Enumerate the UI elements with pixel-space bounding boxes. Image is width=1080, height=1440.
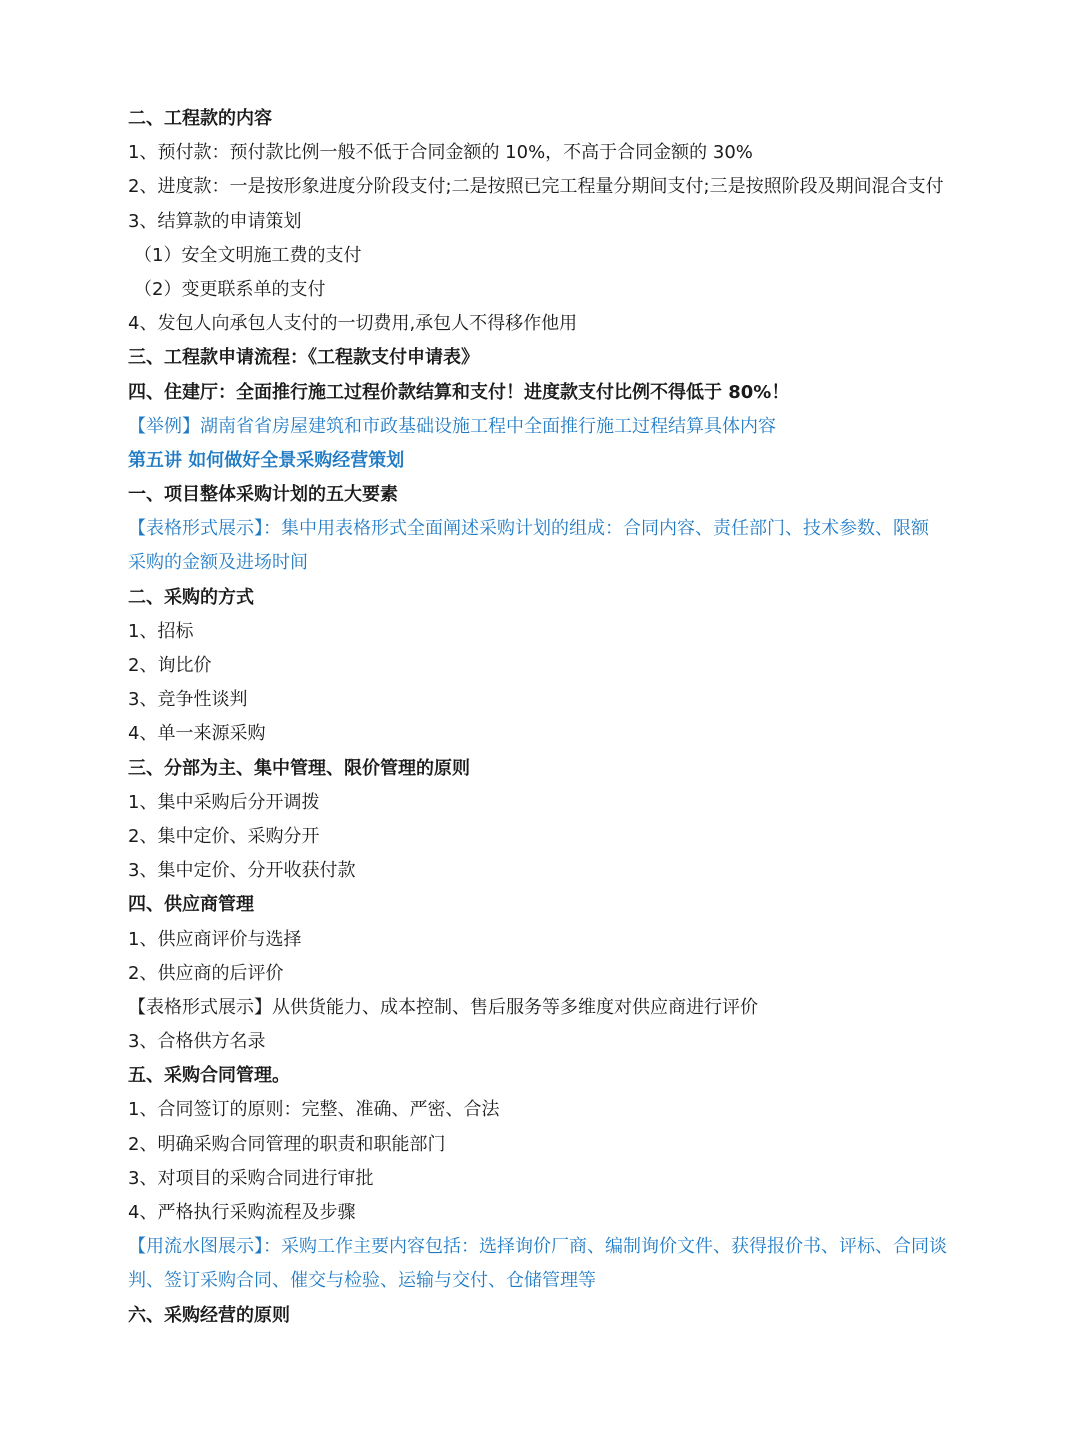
list-item-negotiation: 3、竞争性谈判 <box>128 689 248 711</box>
section-heading-procurement-principles: 六、采购经营的原则 <box>128 1304 290 1326</box>
section-heading-contract-management: 五、采购合同管理。 <box>128 1065 290 1087</box>
list-item-central-pricing: 2、集中定价、采购分开 <box>128 825 320 847</box>
flowchart-note-1: 【用流水图展示】：采购工作主要内容包括：选择询价厂商、编制询价文件、获得报价书、评标、合同谈 <box>128 1236 947 1258</box>
example-note-hunan: 【举例】湖南省省房屋建筑和市政基础设施工程中全面推行施工过程结算具体内容 <box>128 415 776 437</box>
section-heading-five-elements: 一、项目整体采购计划的五大要素 <box>128 484 398 506</box>
list-item-contract-responsibility: 2、明确采购合同管理的职责和职能部门 <box>128 1133 446 1155</box>
list-item-progress-payment: 2、进度款：一是按形象进度分阶段支付;二是按照已完工程量分期间支付;三是按照阶段及期间混合支付 <box>128 176 944 198</box>
list-item-central-pricing-payment: 3、集中定价、分开收获付款 <box>128 860 356 882</box>
list-item-bidding: 1、招标 <box>128 620 194 642</box>
list-item-fee-usage: 4、发包人向承包人支付的一切费用,承包人不得移作他用 <box>128 313 578 335</box>
list-item-contract-approval: 3、对项目的采购合同进行审批 <box>128 1167 374 1189</box>
section-heading-housing-department: 四、住建厅：全面推行施工过程价款结算和支付！进度款支付比例不得低于 80%！ <box>128 381 790 403</box>
table-note-supplier-evaluation: 【表格形式展示】从供货能力、成本控制、售后服务等多维度对供应商进行评价 <box>128 996 758 1018</box>
table-note-procurement-plan-1: 【表格形式展示】：集中用表格形式全面阐述采购计划的组成：合同内容、责任部门、技术参数、限额 <box>128 518 929 540</box>
sub-item-change-order: （2）变更联系单的支付 <box>134 278 326 300</box>
list-item-single-source: 4、单一来源采购 <box>128 723 266 745</box>
section-heading-procurement-methods: 二、采购的方式 <box>128 586 254 608</box>
list-item-settlement-planning: 3、结算款的申请策划 <box>128 210 302 232</box>
section-heading-supplier-management: 四、供应商管理 <box>128 894 254 916</box>
list-item-qualified-suppliers: 3、合格供方名录 <box>128 1031 266 1053</box>
section-heading-payment-content: 二、工程款的内容 <box>128 108 272 129</box>
list-item-contract-principles: 1、合同签订的原则：完整、准确、严密、合法 <box>128 1099 500 1121</box>
list-item-central-purchase: 1、集中采购后分开调拨 <box>128 791 320 813</box>
list-item-supplier-post-evaluation: 2、供应商的后评价 <box>128 962 284 984</box>
flowchart-note-2: 判、签订采购合同、催交与检验、运输与交付、仓储管理等 <box>128 1270 596 1292</box>
list-item-supplier-evaluation: 1、供应商评价与选择 <box>128 928 302 950</box>
sub-item-safety-fee: （1）安全文明施工费的支付 <box>134 244 362 266</box>
document-page <box>128 102 958 1333</box>
list-item-procurement-process: 4、严格执行采购流程及步骤 <box>128 1202 356 1223</box>
list-item-advance-payment: 1、预付款：预付款比例一般不低于合同金额的 10%，不高于合同金额的 30% <box>128 142 753 164</box>
table-note-procurement-plan-2: 采购的金额及进场时间 <box>128 552 308 574</box>
section-heading-application-process: 三、工程款申请流程：《工程款支付申请表》 <box>128 347 479 369</box>
list-item-price-comparison: 2、询比价 <box>128 655 212 676</box>
section-heading-management-principles: 三、分部为主、集中管理、限价管理的原则 <box>128 757 470 779</box>
lecture-title-five: 第五讲 如何做好全景采购经营策划 <box>128 449 405 471</box>
